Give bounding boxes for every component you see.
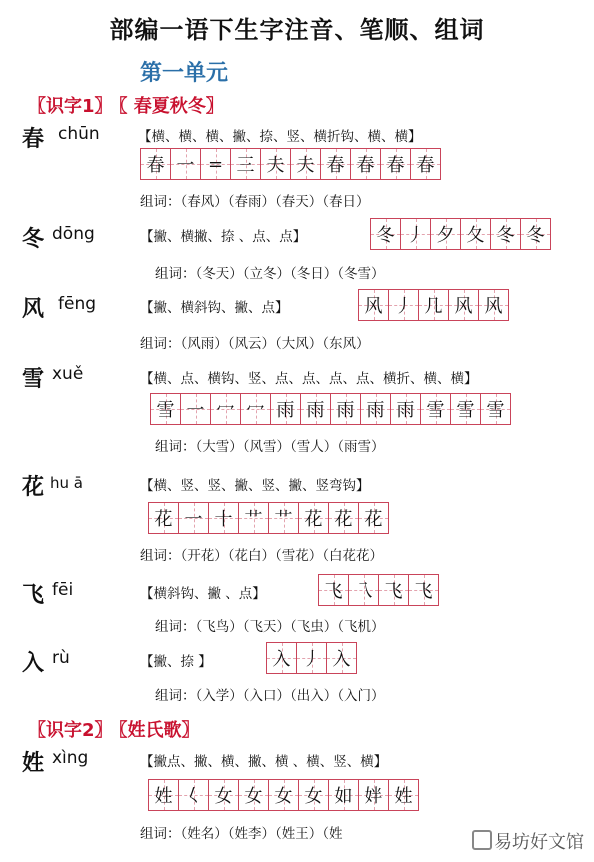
grid-cell: 花 bbox=[358, 503, 388, 533]
grid-cell: 冖 bbox=[240, 394, 270, 424]
pinyin-fei: fēi bbox=[52, 580, 74, 600]
watermark-text: 易坊好文馆 bbox=[494, 832, 584, 853]
pinyin-xing: xìng bbox=[52, 748, 89, 768]
stroke-grid-chun bbox=[140, 148, 441, 180]
grid-cell: 雨 bbox=[390, 394, 420, 424]
strokes-fei: 【横斜钩、撇 、点】 bbox=[140, 586, 266, 602]
grid-cell: 雨 bbox=[360, 394, 390, 424]
pinyin-dong: dōng bbox=[52, 224, 95, 244]
grid-cell: 雨 bbox=[300, 394, 330, 424]
char-feng: 风 bbox=[22, 296, 45, 322]
grid-cell: 春 bbox=[320, 149, 350, 179]
grid-cell: 冬 bbox=[490, 219, 520, 249]
grid-cell: 一 bbox=[180, 394, 210, 424]
char-ru: 入 bbox=[22, 650, 45, 676]
section-title: 〖 春夏秋冬〗 bbox=[118, 96, 224, 117]
words-ru: 组词：（入学）（入口）（出入）（入门） bbox=[155, 688, 385, 704]
grid-cell: 雨 bbox=[270, 394, 300, 424]
grid-cell: 一 bbox=[170, 149, 200, 179]
unit-heading: 第一单元 bbox=[140, 60, 229, 86]
section-number: 〖识字1〗 bbox=[28, 96, 113, 117]
grid-cell: 雪 bbox=[420, 394, 450, 424]
grid-cell: 艹 bbox=[238, 503, 268, 533]
char-chun: 春 bbox=[22, 126, 45, 152]
words-feng: 组词：（风雨）（风云）（大风）（东风） bbox=[140, 336, 370, 352]
grid-cell: 几 bbox=[418, 290, 448, 320]
grid-cell: 冬 bbox=[520, 219, 550, 249]
words-fei: 组词：（飞鸟）（飞天）（飞虫）（飞机） bbox=[155, 619, 385, 635]
grid-cell: 姓 bbox=[388, 780, 418, 810]
grid-cell: 女 bbox=[298, 780, 328, 810]
grid-cell: 入 bbox=[326, 643, 356, 673]
grid-cell: 入 bbox=[267, 643, 296, 673]
strokes-xue: 【横、点、横钩、竖、点、点、点、点、横折、横、横】 bbox=[140, 371, 478, 387]
strokes-xing: 【撇点、撇、横、撇、横 、横、竖、横】 bbox=[140, 754, 388, 770]
grid-cell: 雪 bbox=[450, 394, 480, 424]
grid-cell: 飞 bbox=[378, 575, 408, 605]
stroke-grid-dong bbox=[370, 218, 551, 250]
grid-cell: 夂 bbox=[460, 219, 490, 249]
grid-cell: 女 bbox=[238, 780, 268, 810]
strokes-hua: 【横、竖、竖、撇、竖、撇、竖弯钩】 bbox=[140, 478, 370, 494]
grid-cell: 夕 bbox=[430, 219, 460, 249]
pinyin-xue: xuě bbox=[52, 364, 84, 384]
strokes-dong: 【撇、横撇、捺 、点、点】 bbox=[140, 229, 307, 245]
grid-cell: 风 bbox=[478, 290, 508, 320]
grid-cell: 风 bbox=[448, 290, 478, 320]
grid-cell: 如 bbox=[328, 780, 358, 810]
grid-cell: 花 bbox=[328, 503, 358, 533]
grid-cell: 春 bbox=[380, 149, 410, 179]
char-hua: 花 bbox=[22, 474, 45, 500]
grid-cell: 风 bbox=[359, 290, 388, 320]
words-chun: 组词：（春风）（春雨）（春天）（春日） bbox=[140, 194, 370, 210]
grid-cell: 十 bbox=[208, 503, 238, 533]
grid-cell: 女 bbox=[208, 780, 238, 810]
grid-cell: 乁 bbox=[348, 575, 378, 605]
grid-cell: 一 bbox=[178, 503, 208, 533]
grid-cell: = bbox=[200, 149, 230, 179]
grid-cell: 花 bbox=[149, 503, 178, 533]
stroke-grid-hua bbox=[148, 502, 389, 534]
pinyin-hua: hu ā bbox=[50, 474, 83, 492]
watermark-logo-icon bbox=[472, 830, 492, 850]
grid-cell: 春 bbox=[410, 149, 440, 179]
stroke-grid-xing bbox=[148, 779, 419, 811]
grid-cell: 雪 bbox=[480, 394, 510, 424]
grid-cell: 𡿨 bbox=[178, 780, 208, 810]
section-heading-2 bbox=[28, 716, 206, 742]
grid-cell: 飞 bbox=[408, 575, 438, 605]
grid-cell: 丿 bbox=[388, 290, 418, 320]
section-number: 〖识字2〗 bbox=[28, 720, 113, 741]
page-title: 部编一语下生字注音、笔顺、组词 bbox=[109, 16, 485, 44]
char-dong: 冬 bbox=[22, 226, 45, 252]
grid-cell: 雪 bbox=[151, 394, 180, 424]
grid-cell: 夫 bbox=[260, 149, 290, 179]
grid-cell: 春 bbox=[141, 149, 170, 179]
grid-cell: 花 bbox=[298, 503, 328, 533]
watermark bbox=[466, 826, 590, 856]
grid-cell: 丿 bbox=[296, 643, 326, 673]
grid-cell: 春 bbox=[350, 149, 380, 179]
grid-cell: 艹 bbox=[268, 503, 298, 533]
grid-cell: 飞 bbox=[319, 575, 348, 605]
strokes-ru: 【撇、捺 】 bbox=[140, 654, 212, 670]
section-heading-1 bbox=[28, 92, 230, 118]
grid-cell: 姅 bbox=[358, 780, 388, 810]
grid-cell: 姓 bbox=[149, 780, 178, 810]
words-dong: 组词：（冬天）（立冬）（冬日）（冬雪） bbox=[155, 266, 385, 282]
grid-cell: 女 bbox=[268, 780, 298, 810]
grid-cell: 夫 bbox=[290, 149, 320, 179]
grid-cell: 冖 bbox=[210, 394, 240, 424]
grid-cell: 冬 bbox=[371, 219, 400, 249]
grid-cell: 三 bbox=[230, 149, 260, 179]
stroke-grid-feng bbox=[358, 289, 509, 321]
pinyin-ru: rù bbox=[52, 648, 70, 668]
words-xing: 组词：（姓名）（姓李）（姓王）（姓 bbox=[140, 826, 343, 842]
char-xue: 雪 bbox=[22, 366, 45, 392]
char-fei: 飞 bbox=[22, 582, 45, 608]
pinyin-feng: fēng bbox=[58, 294, 97, 314]
stroke-grid-fei bbox=[318, 574, 439, 606]
strokes-chun: 【横、横、横、撇、捺、竖、横折钩、横、横】 bbox=[138, 129, 422, 145]
stroke-grid-ru bbox=[266, 642, 357, 674]
strokes-feng: 【撇、横斜钩、撇、点】 bbox=[140, 300, 289, 316]
grid-cell: 雨 bbox=[330, 394, 360, 424]
grid-cell: 丿 bbox=[400, 219, 430, 249]
pinyin-chun: chūn bbox=[58, 124, 100, 144]
words-xue: 组词：（大雪）（风雪）（雪人）（雨雪） bbox=[155, 439, 385, 455]
char-xing: 姓 bbox=[22, 750, 45, 776]
words-hua: 组词：（开花）（花白）（雪花）（白花花） bbox=[140, 548, 383, 564]
stroke-grid-xue bbox=[150, 393, 511, 425]
section-title: 〖姓氏歌〗 bbox=[118, 720, 200, 741]
